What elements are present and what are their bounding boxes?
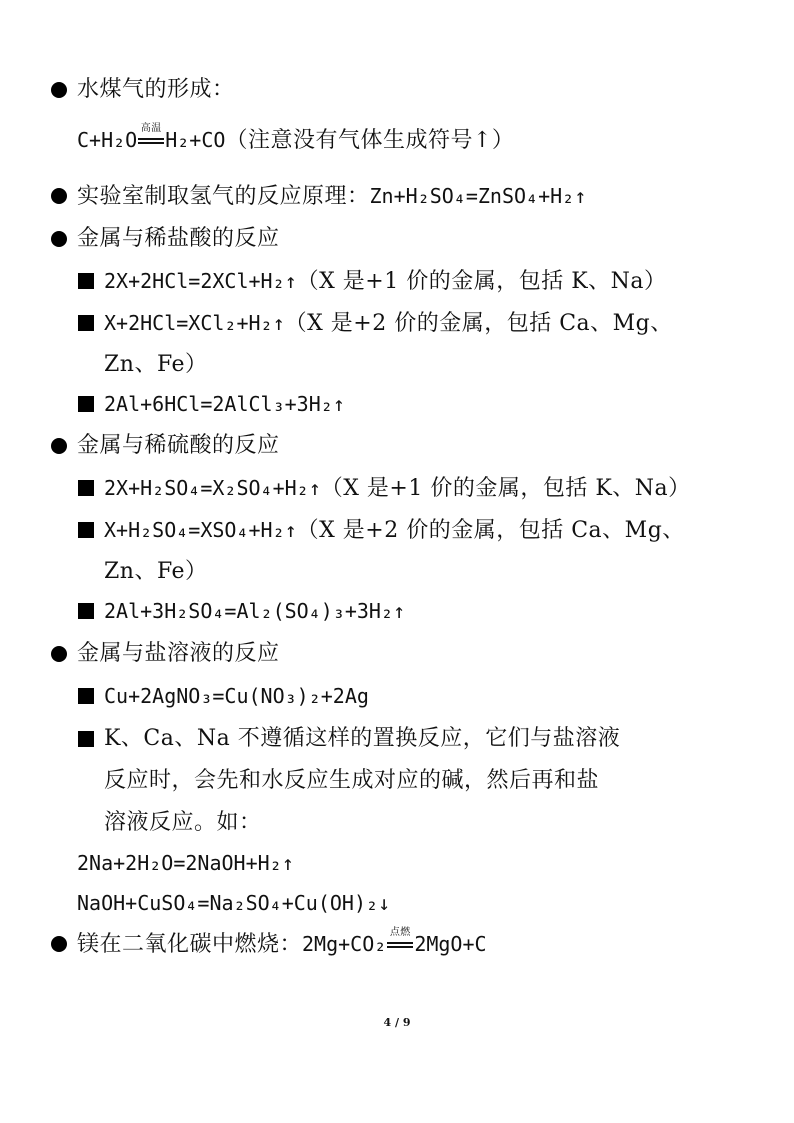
hcl-reaction-1 <box>104 266 667 297</box>
reaction-condition-sign <box>387 927 413 953</box>
condition-text: 点燃 <box>389 927 411 938</box>
bullet-square-icon <box>78 480 94 496</box>
bullet-dot-icon <box>51 646 67 662</box>
equation: 2Na+2H₂O=2NaOH+H₂↑ <box>77 851 294 875</box>
equation: X+2HCl=XCl₂+H₂↑ <box>104 311 285 335</box>
equation: 2Al+6HCl=2AlCl₃+3H₂↑ <box>104 392 345 416</box>
section-title-dilute-hcl: 金属与稀盐酸的反应 <box>77 226 280 251</box>
bullet-square-icon <box>78 273 94 289</box>
section-title-mg-co2 <box>77 929 487 960</box>
equation-hydrogen-lab: Zn+H₂SO₄=ZnSO₄+H₂↑ <box>369 184 587 208</box>
bullet-square-icon <box>78 688 94 704</box>
hcl-reaction-2 <box>104 308 673 339</box>
bullet-square-icon <box>78 315 94 331</box>
h2so4-reaction-3 <box>104 596 405 627</box>
equation: NaOH+CuSO₄=Na₂SO₄+Cu(OH)₂↓ <box>77 891 391 915</box>
bullet-dot-icon <box>51 231 67 247</box>
equation-right: 2MgO+C <box>414 932 487 956</box>
reaction-condition-sign <box>138 123 164 149</box>
section-title-text: 实验室制取氢气的反应原理： <box>77 184 370 209</box>
section-title-dilute-h2so4: 金属与稀硫酸的反应 <box>77 433 280 458</box>
salt-exception-line-1: K、Ca、Na 不遵循这样的置换反应，它们与盐溶液 <box>104 726 621 751</box>
section-title-hydrogen-lab <box>77 181 586 212</box>
bullet-square-icon <box>78 396 94 412</box>
equation-note: （X 是+1 价的金属，包括 K、Na） <box>296 269 667 294</box>
h2so4-reaction-1 <box>104 473 691 504</box>
example-equation-1 <box>77 848 294 879</box>
equation-water-gas <box>77 125 514 156</box>
equation-note: （X 是+2 价的金属，包括 Ca、Mg、 <box>284 311 673 336</box>
equation: Cu+2AgNO₃=Cu(NO₃)₂+2Ag <box>104 684 369 708</box>
page-number: 4 / 9 <box>383 1016 411 1029</box>
h2so4-reaction-2-continued: Zn、Fe） <box>104 559 208 584</box>
equation-note: （注意没有气体生成符号↑） <box>225 128 515 153</box>
salt-exception-line-2: 反应时，会先和水反应生成对应的碱，然后再和盐 <box>104 768 600 793</box>
section-title-water-gas: 水煤气的形成： <box>77 77 235 102</box>
section-title-salt-solution: 金属与盐溶液的反应 <box>77 641 280 666</box>
bullet-dot-icon <box>51 438 67 454</box>
bullet-square-icon <box>78 731 94 747</box>
equation: 2X+H₂SO₄=X₂SO₄+H₂↑ <box>104 476 321 500</box>
equation-note: （X 是+1 价的金属，包括 K、Na） <box>320 476 691 501</box>
bullet-square-icon <box>78 603 94 619</box>
equation-note: （X 是+2 价的金属，包括 Ca、Mg、 <box>296 518 685 543</box>
hcl-reaction-3 <box>104 389 345 420</box>
equation-left: C+H₂O <box>77 128 138 152</box>
equation: X+H₂SO₄=XSO₄+H₂↑ <box>104 518 297 542</box>
h2so4-reaction-2 <box>104 515 685 546</box>
bullet-dot-icon <box>51 936 67 952</box>
salt-exception-line-3: 溶液反应。如： <box>104 810 262 835</box>
equation: 2Al+3H₂SO₄=Al₂(SO₄)₃+3H₂↑ <box>104 599 406 623</box>
bullet-square-icon <box>78 522 94 538</box>
condition-text: 高温 <box>140 123 162 134</box>
hcl-reaction-2-continued: Zn、Fe） <box>104 352 208 377</box>
example-equation-2 <box>77 888 390 919</box>
equation-left: 2Mg+CO₂ <box>302 932 387 956</box>
equation-right: H₂+CO <box>165 128 226 152</box>
salt-reaction-1 <box>104 681 369 712</box>
bullet-dot-icon <box>51 82 67 98</box>
bullet-dot-icon <box>51 188 67 204</box>
equation: 2X+2HCl=2XCl+H₂↑ <box>104 269 297 293</box>
section-title-text: 镁在二氧化碳中燃烧： <box>77 932 303 957</box>
